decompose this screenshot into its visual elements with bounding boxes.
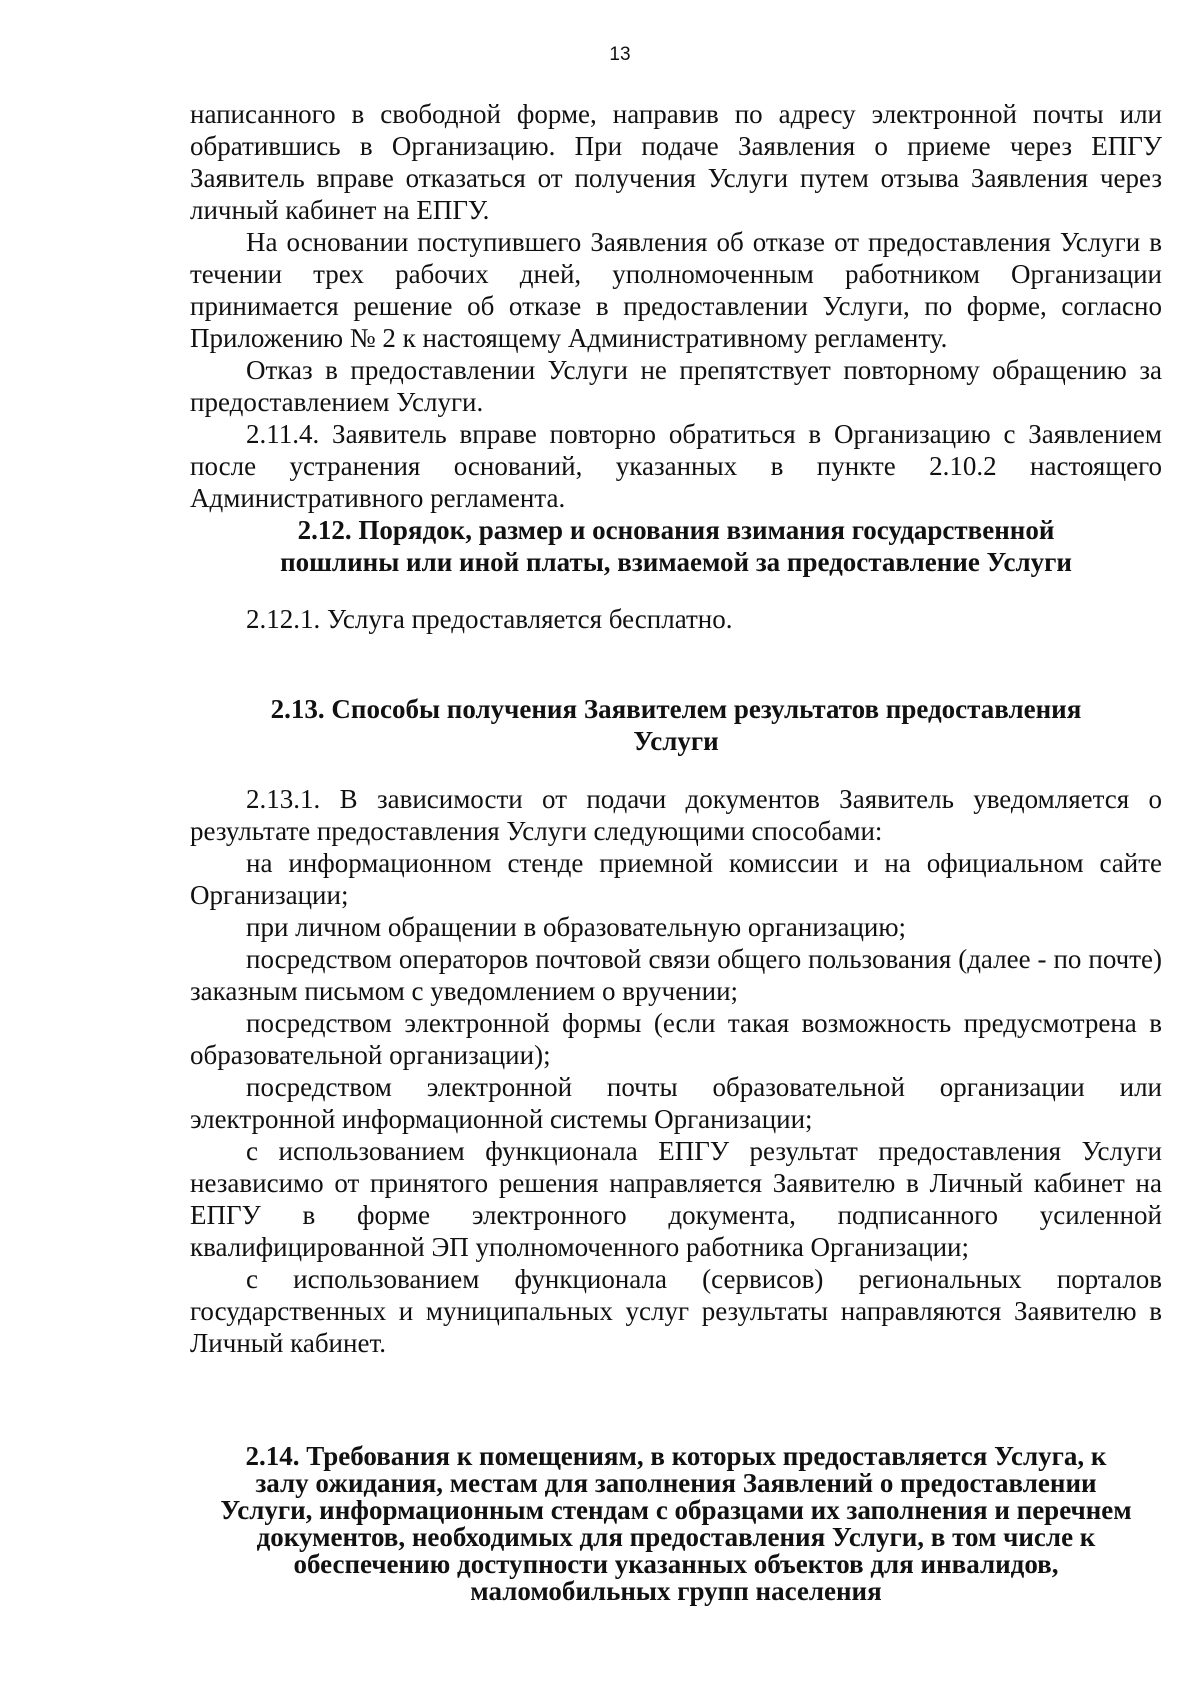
heading-line: пошлины или иной платы, взимаемой за предоставление Услуги [280,547,1072,577]
heading-line: 2.12. Порядок, размер и основания взимания государственной [297,515,1055,545]
section-heading-2-13 [190,693,1162,757]
paragraph: 2.12.1. Услуга предоставляется бесплатно. [246,604,733,634]
heading-line: 2.13. Способы получения Заявителем результатов предоставления [270,694,1082,724]
paragraph: с использованием функционала ЕПГУ результат предоставления Услуги независимо от принятого решения направляется Заявителю в Личный кабинет на ЕПГУ в форме электронного документа, подписанного усиленной квалифицированной ЭП уполномоченного работника Организации; [190,1136,1162,1262]
paragraph: 2.11.4. Заявитель вправе повторно обратиться в Организацию с Заявлением после устранения оснований, указанных в пункте 2.10.2 настоящего Административного регламента. [190,419,1162,513]
top-text-block [190,98,1162,514]
paragraph: Отказ в предоставлении Услуги не препятствует повторному обращению за предоставлением Услуги. [190,355,1162,417]
heading-line: залу ожидания, местам для заполнения Заявлений о предоставлении [255,1468,1097,1498]
paragraph: 2.13.1. В зависимости от подачи документов Заявитель уведомляется о результате предоставления Услуги следующими способами: [190,784,1162,846]
paragraph: посредством электронной формы (если такая возможность предусмотрена в образовательной организации); [190,1008,1162,1070]
heading-line: документов, необходимых для предоставления Услуги, в том числе к [256,1522,1096,1552]
section-2-13-body [190,783,1162,1359]
section-heading-2-14 [190,1443,1162,1605]
heading-line: Услуги [633,726,719,756]
paragraph: при личном обращении в образовательную организацию; [246,912,907,942]
section-2-12-body [190,603,1162,635]
paragraph: написанного в свободной форме, направив по адресу электронной почты или обратившись в Организацию. При подаче Заявления о приеме через ЕПГУ Заявитель вправе отказаться от получения Услуги путем отзыва Заявления через личный кабинет на ЕПГУ. [190,99,1162,225]
heading-line: Услуги, информационным стендам с образцами их заполнения и перечнем [220,1495,1132,1525]
paragraph: с использованием функционала (сервисов) региональных порталов государственных и муниципальных услуг результаты направляются Заявителю в Личный кабинет. [190,1264,1162,1358]
page-number: 13 [609,44,631,65]
paragraph: посредством операторов почтовой связи общего пользования (далее - по почте) заказным письмом с уведомлением о вручении; [190,944,1162,1006]
paragraph: на информационном стенде приемной комиссии и на официальном сайте Организации; [190,848,1162,910]
paragraph: посредством электронной почты образовательной организации или электронной информационной системы Организации; [190,1072,1162,1134]
heading-line: обеспечению доступности указанных объектов для инвалидов, [293,1549,1059,1579]
section-heading-2-12 [190,514,1162,578]
heading-line: маломобильных групп населения [470,1576,882,1606]
paragraph: На основании поступившего Заявления об отказе от предоставления Услуги в течении трех рабочих дней, уполномоченным работником Организации принимается решение об отказе в предоставлении Услуги, по форме, согласно Приложению № 2 к настоящему Административному регламенту. [190,227,1162,353]
heading-line: 2.14. Требования к помещениям, в которых предоставляется Услуга, к [245,1441,1107,1471]
